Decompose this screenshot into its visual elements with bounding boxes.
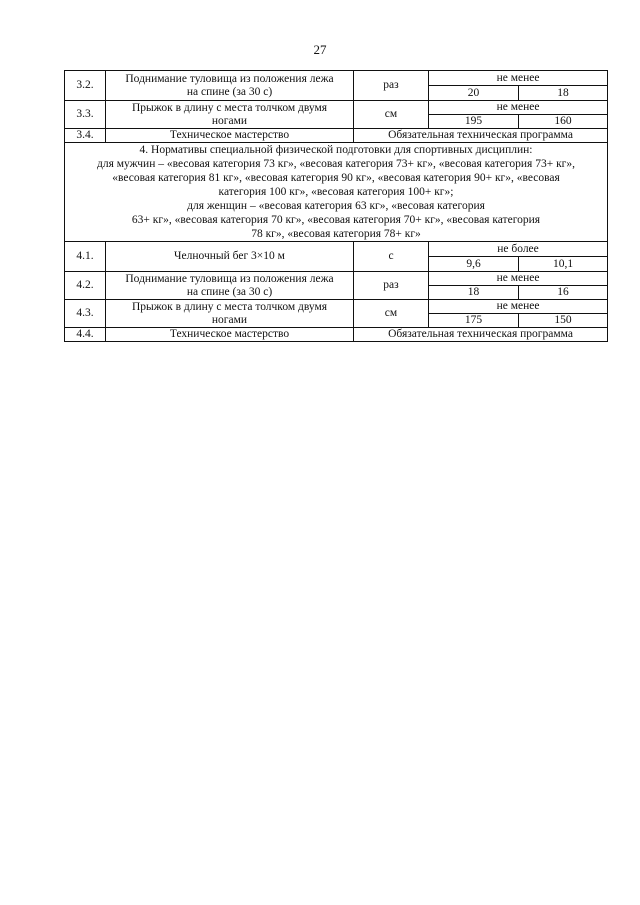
value-women: 18 <box>519 86 608 101</box>
table-row <box>65 300 608 314</box>
unit: см <box>354 101 429 129</box>
exercise-name: Техническое мастерство <box>106 328 354 342</box>
value-men: 18 <box>429 286 519 300</box>
row-number: 4.4. <box>65 328 106 342</box>
value-men: 9,6 <box>429 257 519 272</box>
exercise-name: Техническое мастерство <box>106 129 354 143</box>
unit: см <box>354 300 429 328</box>
merged-value: Обязательная техническая программа <box>354 129 608 143</box>
condition: не менее <box>429 272 608 286</box>
row-number: 4.1. <box>65 242 106 272</box>
table-row <box>65 129 608 143</box>
section-4-heading: 4. Нормативы специальной физической подготовки для спортивных дисциплин: для мужчин – «весовая категория 73 кг», «весовая категория 73+ кг», «весовая категория 73+ кг», «весовая категория 81 кг», «весовая категория 90 кг», «весовая категория 90+ кг», «весовая категория 100 кг», «весовая категория 100+ кг»; для женщин – «весовая категория 63 кг», «весовая категория 63+ кг», «весовая категория 70 кг», «весовая категория 70+ кг», «весовая категория 78 кг», «весовая категория 78+ кг» <box>65 143 608 242</box>
table-row <box>65 71 608 86</box>
exercise-name: Прыжок в длину с места толчком двумя ногами <box>106 101 354 129</box>
value-men: 175 <box>429 314 519 328</box>
unit: раз <box>354 71 429 101</box>
page-number: 27 <box>313 42 327 57</box>
row-number: 4.3. <box>65 300 106 328</box>
exercise-name: Поднимание туловища из положения лежа на спине (за 30 с) <box>106 272 354 300</box>
exercise-name: Челночный бег 3×10 м <box>106 242 354 272</box>
table-row <box>65 242 608 257</box>
value-men: 20 <box>429 86 519 101</box>
value-men: 195 <box>429 115 519 129</box>
unit: раз <box>354 272 429 300</box>
table-row <box>65 101 608 115</box>
merged-value: Обязательная техническая программа <box>354 328 608 342</box>
value-women: 10,1 <box>519 257 608 272</box>
value-women: 150 <box>519 314 608 328</box>
condition: не менее <box>429 300 608 314</box>
condition: не менее <box>429 71 608 86</box>
condition: не более <box>429 242 608 257</box>
row-number: 3.3. <box>65 101 106 129</box>
norms-table <box>64 70 608 342</box>
value-women: 160 <box>519 115 608 129</box>
row-number: 3.2. <box>65 71 106 101</box>
value-women: 16 <box>519 286 608 300</box>
row-number: 4.2. <box>65 272 106 300</box>
table-row <box>65 272 608 286</box>
table-row <box>65 328 608 342</box>
section-header-row <box>65 143 608 242</box>
exercise-name: Прыжок в длину с места толчком двумя ногами <box>106 300 354 328</box>
unit: с <box>354 242 429 272</box>
row-number: 3.4. <box>65 129 106 143</box>
condition: не менее <box>429 101 608 115</box>
exercise-name: Поднимание туловища из положения лежа на спине (за 30 с) <box>106 71 354 101</box>
